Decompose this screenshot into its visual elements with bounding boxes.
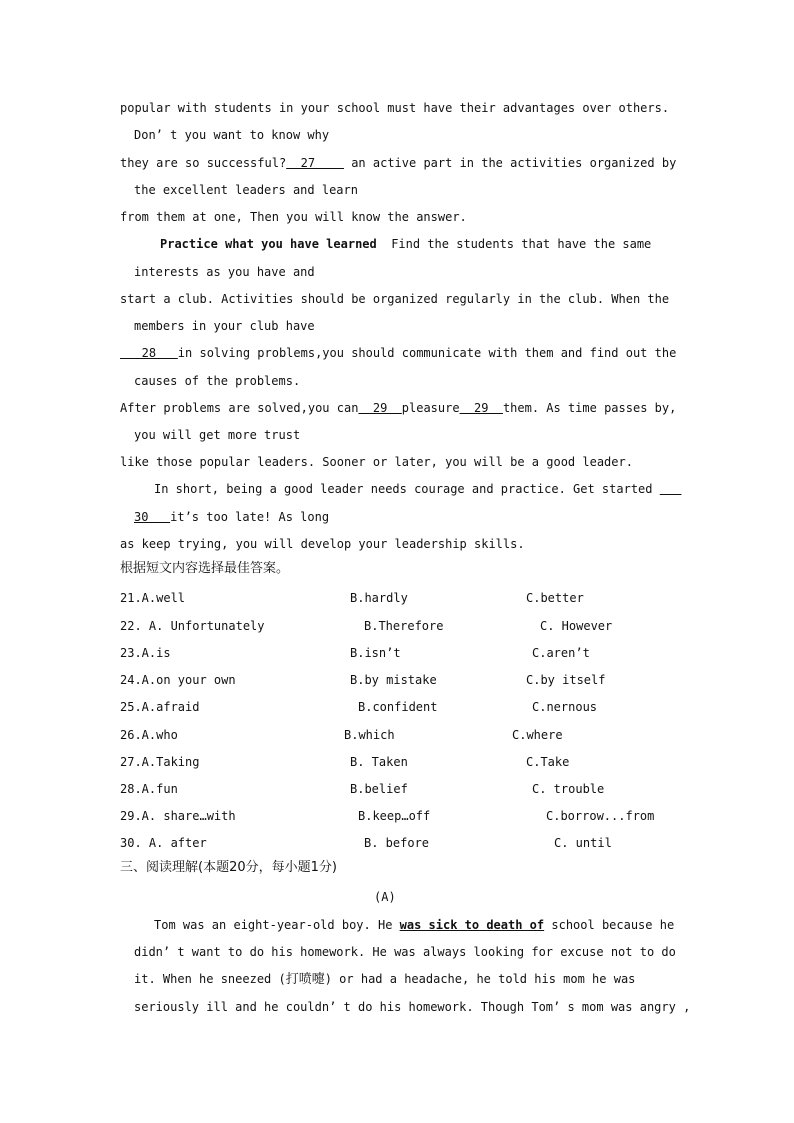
option-c: C.nernous bbox=[532, 700, 598, 714]
option-c: C.where bbox=[512, 728, 563, 742]
blank-30: 30 bbox=[134, 510, 171, 524]
option-a: 22. A. Unfortunately bbox=[120, 619, 265, 633]
blank-27: 27 bbox=[286, 156, 344, 170]
passage-line: start a club. Activities should be organized regularly in the club. When the bbox=[120, 292, 670, 306]
passage-line: members in your club have bbox=[134, 319, 315, 333]
passage-line: popular with students in your school must have their advantages over others. bbox=[120, 101, 670, 115]
passage-text: they are so successful? bbox=[120, 156, 287, 170]
passage-line: interests as you have and bbox=[134, 265, 315, 279]
section-heading-practice: Practice what you have learned bbox=[160, 237, 377, 251]
option-c: C.Take bbox=[526, 755, 570, 769]
option-b: B.belief bbox=[350, 782, 408, 796]
reading-text: school because he bbox=[544, 918, 675, 932]
passage-line: causes of the problems. bbox=[134, 374, 301, 388]
option-a: 29.A. share…with bbox=[120, 809, 236, 823]
reading-line bbox=[134, 971, 635, 988]
reading-line: didn’ t want to do his homework. He was always looking for excuse not to do bbox=[134, 945, 676, 959]
option-b: B.by mistake bbox=[350, 673, 437, 687]
passage-line bbox=[120, 345, 676, 361]
option-b: B. Taken bbox=[350, 755, 408, 769]
option-b: B.keep…off bbox=[358, 809, 431, 823]
passage-line: from them at one, Then you will know the answer. bbox=[120, 210, 467, 224]
option-a: 30. A. after bbox=[120, 836, 207, 850]
reading-text: Tom was an eight-year-old boy. He bbox=[154, 918, 400, 932]
option-c: C. trouble bbox=[532, 782, 605, 796]
passage-line bbox=[154, 481, 681, 497]
passage-line: Don’ t you want to know why bbox=[134, 128, 330, 142]
option-b: B.confident bbox=[358, 700, 438, 714]
passage-text: an active part in the activities organized by bbox=[343, 156, 677, 170]
passage-text: Find the students that have the same bbox=[376, 237, 652, 251]
option-a: 27.A.Taking bbox=[120, 755, 200, 769]
instruction: 根据短文内容选择最佳答案。 bbox=[120, 561, 290, 576]
passage-line bbox=[160, 236, 651, 252]
option-a: 28.A.fun bbox=[120, 782, 178, 796]
option-a: 23.A.is bbox=[120, 646, 171, 660]
option-c: C.better bbox=[526, 591, 584, 605]
passage-line: as keep trying, you will develop your leadership skills. bbox=[120, 537, 525, 551]
passage-text: pleasure bbox=[401, 401, 460, 415]
option-c: C. However bbox=[540, 619, 613, 633]
passage-line: you will get more trust bbox=[134, 428, 301, 442]
option-c: C.by itself bbox=[526, 673, 606, 687]
passage-line bbox=[120, 400, 676, 416]
passage-text: them. As time passes by, bbox=[502, 401, 677, 415]
passage-text: In short, being a good leader needs courage and practice. Get started bbox=[154, 482, 660, 496]
subsection-label: (A) bbox=[374, 890, 396, 904]
option-c: C.borrow...from bbox=[546, 809, 655, 823]
blank-28: 28 bbox=[120, 346, 178, 360]
option-a: 21.A.well bbox=[120, 591, 186, 605]
reading-text: it. When he sneezed ( bbox=[134, 972, 286, 986]
passage-line: the excellent leaders and learn bbox=[134, 183, 358, 197]
reading-line bbox=[154, 917, 674, 933]
option-a: 25.A.afraid bbox=[120, 700, 200, 714]
passage-line bbox=[120, 155, 676, 171]
passage-text: After problems are solved,you can bbox=[120, 401, 359, 415]
section-heading: 三、阅读理解(本题20分，每小题1分) bbox=[120, 860, 337, 875]
option-a: 26.A.who bbox=[120, 728, 178, 742]
reading-line: seriously ill and he couldn’ t do his homework. Though Tom’ s mom was angry , bbox=[134, 1000, 691, 1014]
option-b: B.isn’t bbox=[350, 646, 401, 660]
highlighted-phrase: was sick to death of bbox=[399, 918, 545, 932]
option-b: B.Therefore bbox=[364, 619, 444, 633]
reading-text-cn: 打喷嚏 bbox=[285, 972, 325, 987]
passage-line: like those popular leaders. Sooner or later, you will be a good leader. bbox=[120, 455, 633, 469]
option-c: C.aren’t bbox=[532, 646, 590, 660]
blank-30-start bbox=[660, 482, 682, 496]
option-c: C. until bbox=[554, 836, 612, 850]
reading-text: ) or had a headache, he told his mom he was bbox=[324, 972, 636, 986]
blank-29b: 29 bbox=[459, 401, 503, 415]
option-b: B.which bbox=[344, 728, 395, 742]
passage-line bbox=[134, 509, 329, 525]
passage-text: it’s too late! As long bbox=[170, 510, 330, 524]
option-b: B. before bbox=[364, 836, 430, 850]
option-b: B.hardly bbox=[350, 591, 408, 605]
blank-29a: 29 bbox=[358, 401, 402, 415]
option-a: 24.A.on your own bbox=[120, 673, 236, 687]
passage-text: in solving problems,you should communicate with them and find out the bbox=[177, 346, 677, 360]
